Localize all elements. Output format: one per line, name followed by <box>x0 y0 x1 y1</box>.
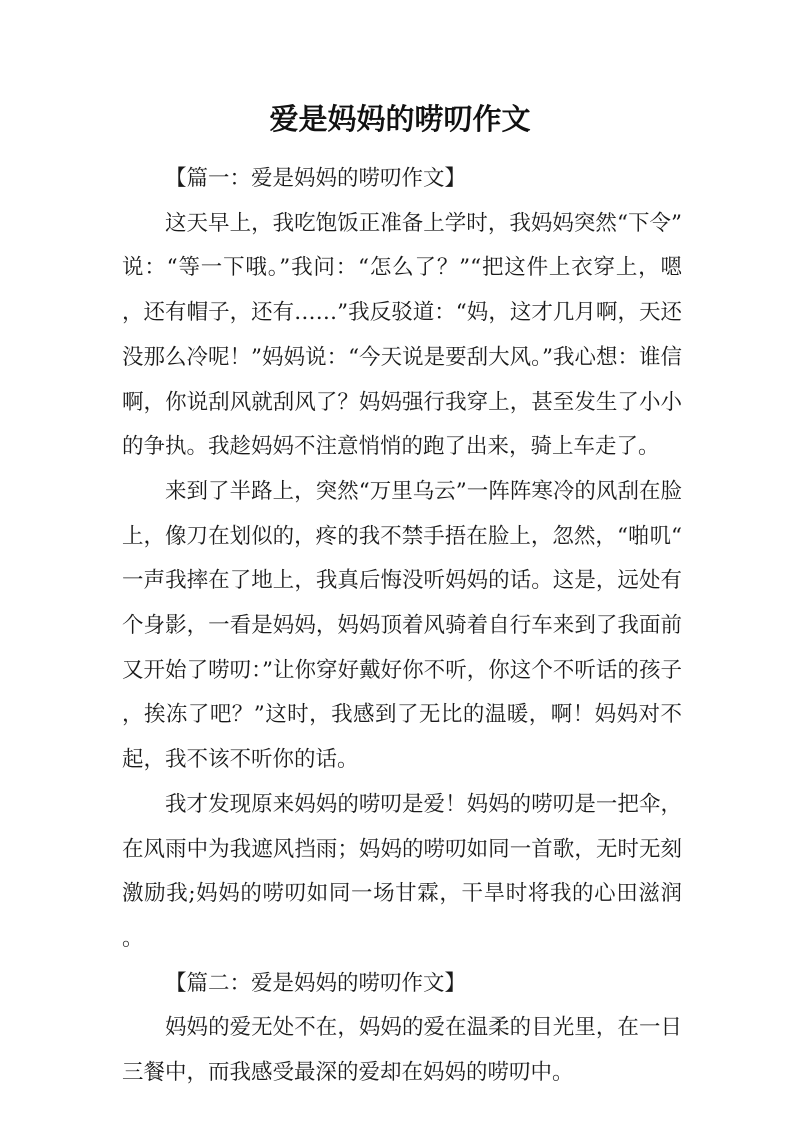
paragraph-1: 这天早上，我吃饱饭正准备上学时，我妈妈突然“下令”说：“等一下哦。”我问：“怎么了？”“把这件上衣穿上，嗯，还有帽子，还有……”我反驳道：“妈，这才几月啊，天还没那么冷呢！”妈妈说：“今天说是要刮大风。”我心想：谁信啊，你说刮风就刮风了？妈妈强行我穿上，甚至发生了小小的争执。我趁妈妈不注意悄悄的跑了出来，骑上车走了。 <box>122 210 682 460</box>
paragraph-2: 来到了半路上，突然“万里乌云”一阵阵寒冷的风刮在脸上，像刀在划似的，疼的我不禁手捂在脸上，忽然，“啪叽“一声我摔在了地上，我真后悔没听妈妈的话。这是，远处有个身影，一看是妈妈，妈妈顶着风骑着自行车来到了我面前又开始了唠叨：”让你穿好戴好你不听，你这个不听话的孩子，挨冻了吧？”这时，我感到了无比的温暖，啊！妈妈对不起，我不该不听你的话。 <box>122 478 682 773</box>
document-title: 爱是妈妈的唠叨作文 <box>269 102 531 136</box>
document-body <box>122 157 682 1096</box>
section-heading-2: 【篇二：爱是妈妈的唠叨作文】 <box>165 970 467 996</box>
paragraph-4: 妈妈的爱无处不在，妈妈的爱在温柔的目光里，在一日三餐中，而我感受最深的爱却在妈妈的唠叨中。 <box>122 1015 682 1086</box>
section-heading-1: 【篇一：爱是妈妈的唠叨作文】 <box>165 166 467 191</box>
paragraph-3: 我才发现原来妈妈的唠叨是爱！妈妈的唠叨是一把伞，在风雨中为我遮风挡雨；妈妈的唠叨如同一首歌，无时无刻激励我;妈妈的唠叨如同一场甘霖，干旱时将我的心田滋润。 <box>122 791 682 951</box>
